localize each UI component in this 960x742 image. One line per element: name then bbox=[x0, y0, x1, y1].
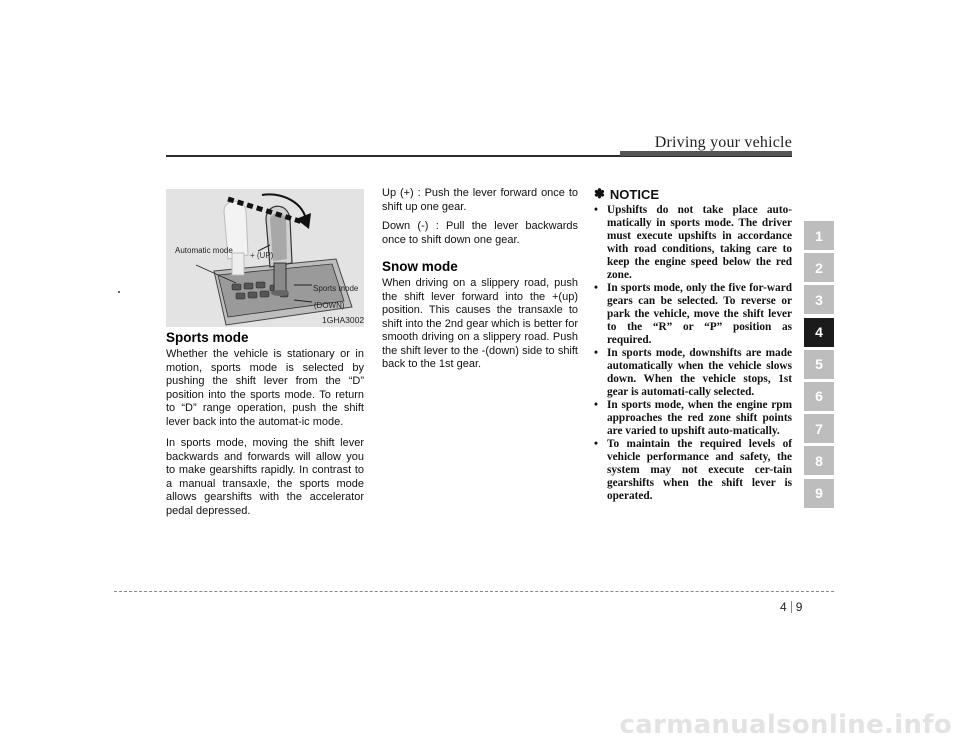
sports-mode-title: Sports mode bbox=[166, 330, 249, 345]
notice-item: • Upshifts do not take place auto-matically in sports mode. The driver must execute upshifts in accordance with road conditions, taking care to keep the engine speed below the red zone. bbox=[594, 204, 792, 281]
bullet-icon: • bbox=[594, 399, 598, 411]
notice-item: • To maintain the required levels of vehicle performance and safety, the system may not execute cer-tain gearshifts when the shift lever is operated. bbox=[594, 438, 792, 502]
notice-title: NOTICE bbox=[609, 186, 660, 202]
notice-section bbox=[594, 186, 792, 503]
notice-item: • In sports mode, when the engine rpm approaches the red zone shift points are varied to upshift auto-matically. bbox=[594, 399, 792, 437]
bullet-icon: • bbox=[594, 204, 598, 216]
bullet-icon: • bbox=[594, 347, 598, 359]
watermark-text: carmanualsonline.info bbox=[619, 710, 952, 740]
page-number bbox=[780, 600, 802, 614]
chapter-tabs bbox=[804, 221, 834, 511]
chapter-tab-2[interactable]: 2 bbox=[804, 253, 834, 282]
header-accent-bar bbox=[620, 151, 792, 156]
chapter-tab-5[interactable]: 5 bbox=[804, 350, 834, 379]
sports-mode-paragraph: Whether the vehicle is stationary or in motion, sports mode is selected by pushing the shift lever from the “D” position into the sports mode. To return to “D” range operation, push the shift lever back into the automat-ic mode. bbox=[166, 348, 364, 428]
upshift-instruction: Up (+) : Push the lever forward once to shift up one gear. bbox=[382, 187, 578, 213]
sports-mode-paragraph: In sports mode, moving the shift lever backwards and forwards will allow you to make gearshifts rapidly. In contrast to a manual transaxle, the sports mode allows gearshifts with the accelerator pedal depressed. bbox=[166, 437, 364, 517]
notice-star-icon: ✽ bbox=[594, 186, 605, 201]
chapter-tab-4[interactable]: 4 bbox=[804, 318, 834, 347]
bullet-icon: • bbox=[594, 282, 598, 294]
chapter-tab-9[interactable]: 9 bbox=[804, 479, 834, 508]
sports-mode-section bbox=[166, 330, 364, 526]
snow-mode-paragraph: When driving on a slippery road, push the shift lever forward into the +(up) position. This causes the transaxle to shift into the 2nd gear which is better for smooth driving on a slippery road. Push the shift lever to the -(down) side to shift back to the 1st gear. bbox=[382, 277, 578, 370]
notice-item: • In sports mode, downshifts are made automatically when the vehicle slows down. When the vehicle stops, 1st gear is automati-cally selected. bbox=[594, 347, 792, 398]
notice-list bbox=[594, 204, 792, 503]
chapter-tab-6[interactable]: 6 bbox=[804, 382, 834, 411]
scan-mark bbox=[118, 291, 120, 293]
figure-code: 1GHA3002 bbox=[322, 315, 364, 325]
page-index: 9 bbox=[795, 600, 803, 614]
header-title: Driving your vehicle bbox=[654, 134, 792, 151]
automatic-mode-label: Automatic mode bbox=[175, 246, 233, 255]
up-label: + (UP) bbox=[250, 251, 274, 260]
shift-lever-figure bbox=[166, 189, 364, 327]
bullet-icon: • bbox=[594, 438, 598, 450]
snow-mode-title: Snow mode bbox=[382, 259, 458, 274]
footer-rule bbox=[114, 591, 834, 592]
chapter-tab-7[interactable]: 7 bbox=[804, 414, 834, 443]
down-label: - (DOWN) bbox=[309, 301, 345, 310]
chapter-tab-8[interactable]: 8 bbox=[804, 446, 834, 475]
chapter-tab-3[interactable]: 3 bbox=[804, 285, 834, 314]
notice-item: • In sports mode, only the five for-ward gears can be selected. To reverse or park the vehicle, move the shift lever to the “R” or “P” position as required. bbox=[594, 282, 792, 346]
notice-heading bbox=[594, 186, 792, 202]
chapter-tab-1[interactable]: 1 bbox=[804, 221, 834, 250]
page-chapter: 4 bbox=[780, 600, 787, 614]
sports-mode-label: Sports mode bbox=[313, 284, 359, 293]
page-number-divider bbox=[791, 601, 792, 613]
downshift-instruction: Down (-) : Pull the lever backwards once to shift down one gear. bbox=[382, 220, 578, 246]
shift-instructions-section bbox=[382, 187, 578, 378]
